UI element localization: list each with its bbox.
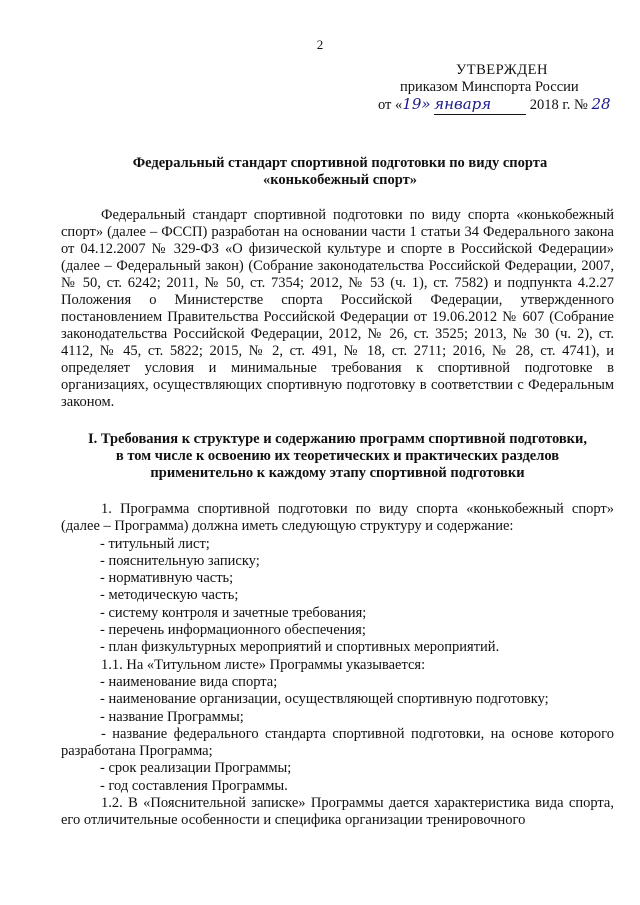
list-item: - название Программы;: [100, 708, 244, 725]
list-item: - наименование вида спорта;: [100, 673, 278, 690]
handwritten-number: 28: [591, 95, 611, 113]
handwritten-day: 19»: [402, 95, 431, 113]
list-item: - систему контроля и зачетные требования;: [100, 604, 367, 621]
month-blank: [434, 96, 526, 115]
list-item: - нормативную часть;: [100, 570, 234, 587]
list-item: - методическую часть;: [100, 587, 239, 604]
paragraph-1-2: 1.2. В «Пояснительной записке» Программы дается характеристика вида спорта, его отличительные особенности и специфика организации тренировочного: [61, 795, 614, 829]
title-line-1: Федеральный стандарт спортивной подготовки по виду спорта: [132, 155, 548, 171]
list-item: - срок реализации Программы;: [100, 760, 292, 777]
intro-paragraph: Федеральный стандарт спортивной подготовки по виду спорта «конькобежный спорт» (далее – ФССП) разработан на основании части 1 статьи 34 Федерального закона от 04.12.2007 № 329-ФЗ «О физической культуре и спорте в Российской Федерации» (далее – Федеральный закон) (Собрание законодательства Российской Федерации, 2007, № 50, ст. 6242; 2011, № 50, ст. 7354; 2012, № 53 (ч. 1), ст. 7582) и подпункта 4.2.27 Положения о Министерстве спорта Российской Федерации, утвержденного постановлением Правительства Российской Федерации от 19.06.2012 № 607 (Собрание законодательства Российской Федерации, 2012, № 26, ст. 3525; 2013, № 30 (ч. 2), ст. 4112, № 45, ст. 5822; 2015, № 2, ст. 491, № 18, ст. 2711; 2016, № 28, ст. 4741), и определяет условия и минимальные требования к спортивной подготовке в организациях, осуществляющих спортивную подготовку в соответствии с Федеральным законом.: [61, 207, 614, 410]
paragraph-1-1: 1.1. На «Титульном листе» Программы указывается:: [101, 656, 426, 673]
list-item: - год составления Программы.: [100, 777, 288, 794]
list-item: - наименование организации, осуществляющей спортивную подготовку;: [100, 691, 549, 708]
approval-word: УТВЕРЖДЕН: [456, 62, 548, 78]
document-title: [60, 155, 620, 189]
section-line-2: в том числе к освоению их теоретических и практических разделов: [115, 448, 560, 464]
section-body: [61, 501, 614, 830]
title-line-2: «конькобежный спорт»: [262, 172, 418, 188]
paragraph-1: 1. Программа спортивной подготовки по виду спорта «конькобежный спорт» (далее – Программа) должна иметь следующую структуру и содержание:: [61, 501, 614, 535]
section-line-3: применительно к каждому этапу спортивной подготовки: [150, 465, 525, 481]
approval-year: 2018 г. №: [529, 97, 588, 113]
list-item: - план физкультурных мероприятий и спортивных мероприятий.: [100, 639, 500, 656]
approval-by: приказом Минспорта России: [400, 79, 579, 95]
section-heading: [61, 431, 614, 482]
handwritten-month: января: [434, 95, 492, 113]
approval-from: от «: [378, 97, 403, 113]
approval-date-line: [378, 96, 628, 115]
page-number: 2: [316, 37, 324, 52]
approval-stamp: [378, 62, 628, 115]
list-item: - титульный лист;: [100, 535, 210, 552]
list-item: - название федерального стандарта спортивной подготовки, на основе которого разработана Программа;: [61, 725, 614, 760]
section-line-1: I. Требования к структуре и содержанию программ спортивной подготовки,: [87, 431, 588, 447]
list-item: - перечень информационного обеспечения;: [100, 622, 366, 639]
list-item: - пояснительную записку;: [100, 552, 260, 569]
